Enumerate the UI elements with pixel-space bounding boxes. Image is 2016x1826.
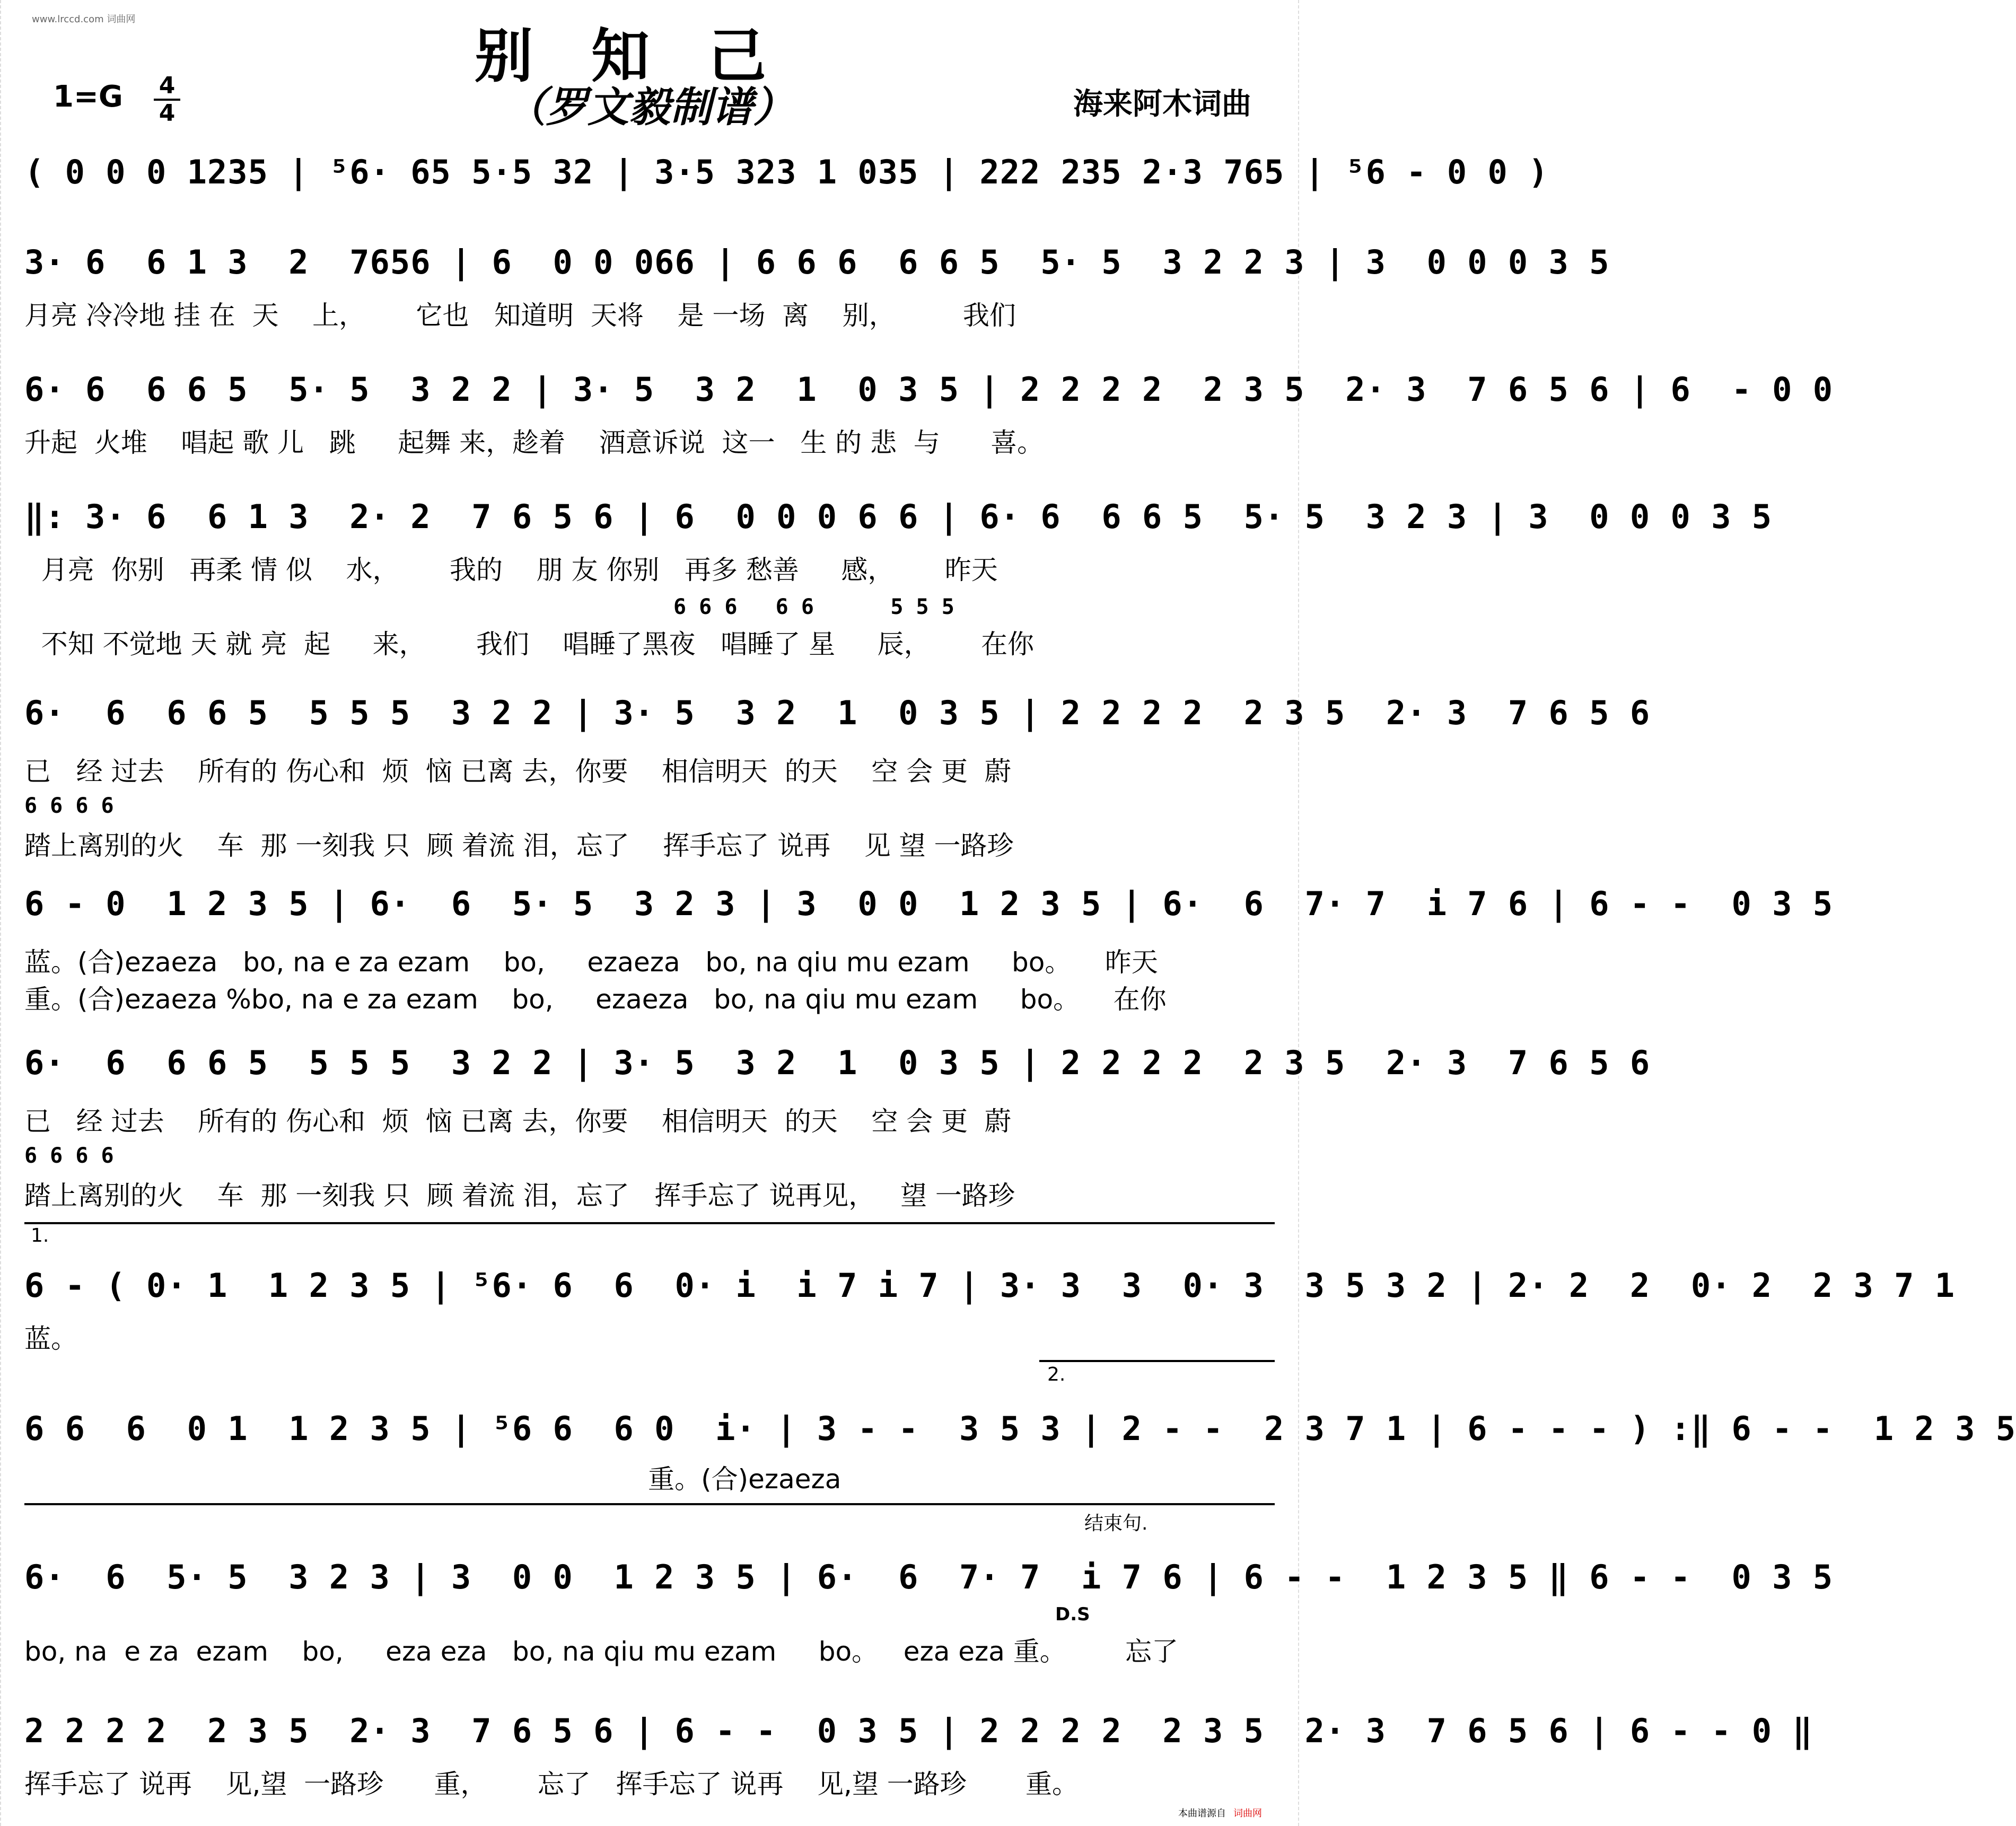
score-row: ( 0 0 0 1235 | ⁵6· 65 5·5 32 | 3·5 323 1 035 | 222 235 2·3 765 | ⁵6 - 0 0 ) [24, 153, 1549, 191]
alt-notes: 6 6 6 6 [24, 1144, 114, 1168]
score-row: 6· 6 6 6 5 5 5 5 3 2 2 | 3· 5 3 2 1 0 3 5 | 2 2 2 2 2 3 5 2· 3 7 6 5 6 [24, 693, 1651, 732]
lyrics-line: 踏上离别的火 车 那 一刻我 只 顾 着流 泪，忘了 挥手忘了 说再 见 望 一路珍 [24, 830, 1014, 861]
site-watermark: www.lrccd.com 词曲网 [32, 14, 136, 25]
score-row: 6 - 0 1 2 3 5 | 6· 6 5· 5 3 2 3 | 3 0 0 1 2 3 5 | 6· 6 7· 7 i 7 6 | 6 - - 0 3 5 [24, 884, 1834, 923]
lyrics-line: 月亮 你别 再柔 情 似 水， 我的 朋 友 你别 再多 愁善 感， 昨天 [24, 555, 998, 585]
meter-bottom: 4 [154, 99, 180, 126]
score-row: 6· 6 5· 5 3 2 3 | 3 0 0 1 2 3 5 | 6· 6 7· 7 i 7 6 | 6 - - 1 2 3 5 ‖ 6 - - 0 3 5 [24, 1558, 1834, 1596]
footer-source [1178, 1806, 1262, 1820]
song-title: 别知己 [475, 22, 825, 90]
song-subtitle: （罗文毅制谱） [504, 83, 794, 131]
alt-notes: 6 6 6 6 6 5 5 5 [673, 595, 954, 619]
score-row: 3· 6 6 1 3 2 7656 | 6 0 0 066 | 6 6 6 6 6 5 5· 5 3 2 2 3 | 3 0 0 0 3 5 [24, 243, 1610, 282]
lyrics-line: 蓝。(合)ezaeza bo, na e za ezam bo, ezaeza bo, na qiu mu ezam bo。 昨天 [24, 947, 1158, 978]
left-margin-decoration [0, 0, 15, 1826]
lyrics-line: 已 经 过去 所有的 伤心和 烦 恼 已离 去，你要 相信明天 的天 空 会 更 蔚 [24, 756, 1011, 787]
divider-line [24, 1503, 1275, 1505]
volta-1-label: 1. [31, 1225, 49, 1246]
score-row: 2 2 2 2 2 3 5 2· 3 7 6 5 6 | 6 - - 0 3 5 | 2 2 2 2 2 3 5 2· 3 7 6 5 6 | 6 - - 0 ‖ [24, 1711, 1813, 1750]
lyrics-line: 重。(合)ezaeza %bo, na e za ezam bo, ezaeza bo, na qiu mu ezam bo。 在你 [24, 984, 1167, 1015]
score-row: 6· 6 6 6 5 5 5 5 3 2 2 | 3· 5 3 2 1 0 3 5 | 2 2 2 2 2 3 5 2· 3 7 6 5 6 [24, 1043, 1651, 1082]
composer-credit: 海来阿木词曲 [1073, 87, 1251, 121]
score-row: 6 - ( 0· 1 1 2 3 5 | ⁵6· 6 6 0· i i 7 i 7 | 3· 3 3 0· 3 3 5 3 2 | 2· 2 2 0· 2 2 3 7 1 [24, 1266, 1956, 1305]
ending-label: 结束句. [1084, 1513, 1148, 1534]
lyrics-line: 已 经 过去 所有的 伤心和 烦 恼 已离 去，你要 相信明天 的天 空 会 更 蔚 [24, 1106, 1011, 1137]
lyrics-line: 挥手忘了 说再 见,望 一路珍 重， 忘了 挥手忘了 说再 见,望 一路珍 重。 [24, 1769, 1079, 1799]
lyrics-line: 升起 火堆 唱起 歌 儿 跳 起舞 来，趁着 酒意诉说 这一 生 的 悲 与 喜。 [24, 427, 1044, 458]
volta-line [24, 1222, 1275, 1224]
lyrics-line: bo, na e za ezam bo, eza eza bo, na qiu mu ezam bo。 eza eza 重。 忘了 [24, 1636, 1179, 1667]
lyrics-line: 踏上离别的火 车 那 一刻我 只 顾 着流 泪，忘了 挥手忘了 说再见， 望 一路珍 [24, 1180, 1015, 1211]
score-row: 6· 6 6 6 5 5· 5 3 2 2 | 3· 5 3 2 1 0 3 5 | 2 2 2 2 2 3 5 2· 3 7 6 5 6 | 6 - 0 0 [24, 370, 1834, 409]
lyrics-line: 蓝。 [24, 1323, 77, 1354]
score-row: 6 6 6 0 1 1 2 3 5 | ⁵6 6 6 0 i· | 3 - - 3 5 3 | 2 - - 2 3 7 1 | 6 - - - ) :‖ 6 - - 1 2 3 5 [24, 1409, 2016, 1448]
ds-marker: D.S [1055, 1604, 1090, 1625]
score-row: ‖: 3· 6 6 1 3 2· 2 7 6 5 6 | 6 0 0 0 6 6 | 6· 6 6 6 5 5· 5 3 2 3 | 3 0 0 0 3 5 [24, 497, 1773, 536]
lyrics-line: 重。(合)ezaeza [24, 1464, 842, 1495]
footer-right: 词曲网 [1233, 1808, 1262, 1819]
footer-left: 本曲谱源自 [1178, 1808, 1226, 1819]
lyrics-line: 不知 不觉地 天 就 亮 起 来， 我们 唱睡了黑夜 唱睡了 星 辰， 在你 [24, 629, 1034, 660]
key-signature: 1=G [53, 80, 123, 114]
meter-top: 4 [159, 72, 176, 99]
alt-notes: 6 6 6 6 [24, 794, 114, 818]
lyrics-line: 月亮 冷冷地 挂 在 天 上， 它也 知道明 天将 是 一场 离 别， 我们 [24, 300, 1016, 331]
volta-2-label: 2. [1047, 1364, 1066, 1385]
volta-line [1039, 1360, 1275, 1362]
time-signature [154, 73, 180, 126]
